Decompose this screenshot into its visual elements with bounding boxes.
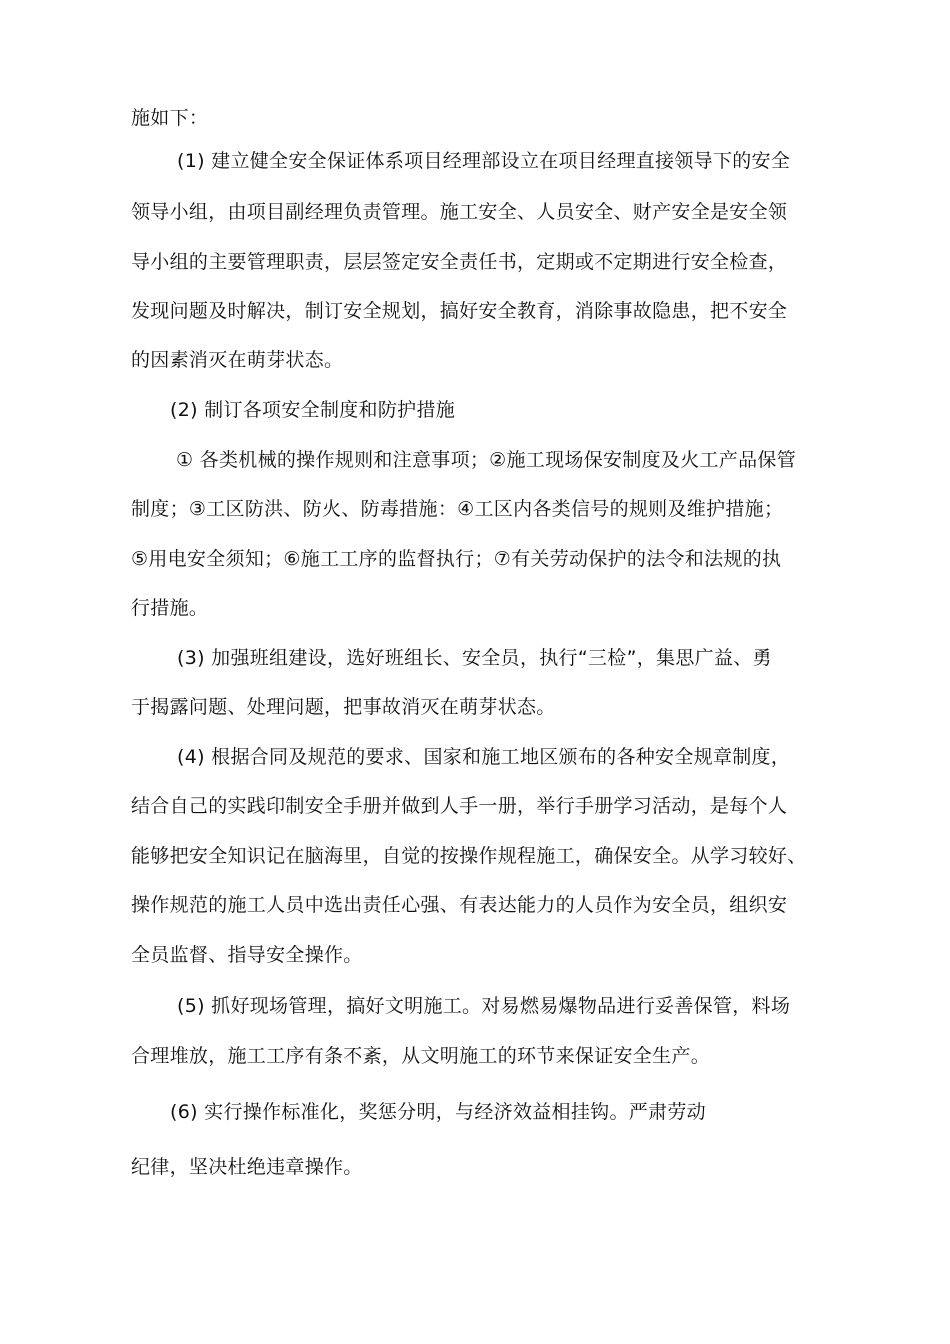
text-line: 合理堆放，施工工序有条不紊，从文明施工的环节来保证安全生产。 [131, 1045, 711, 1067]
text-line: 施如下： [131, 107, 209, 129]
text-line: (2) 制订各项安全制度和防护措施 [170, 399, 456, 421]
text-line: 全员监督、指导安全操作。 [131, 944, 363, 966]
text-line: 导小组的主要管理职责，层层签定安全责任书，定期或不定期进行安全检查， [131, 251, 788, 273]
text-line: 发现问题及时解决，制订安全规划，搞好安全教育，消除事故隐患，把不安全 [131, 300, 788, 322]
text-line: 能够把安全知识记在脑海里，自觉的按操作规程施工，确保安全。从学习较好、 [131, 845, 807, 867]
text-line: 制度；③工区防洪、防火、防毒措施：④工区内各类信号的规则及维护措施； [131, 498, 784, 520]
text-line: (1) 建立健全安全保证体系项目经理部设立在项目经理直接领导下的安全 [177, 150, 791, 172]
text-line: (3) 加强班组建设，选好班组长、安全员，执行“三检”，集思广益、勇 [177, 647, 772, 669]
text-line: 结合自己的实践印制安全手册并做到人手一册，举行手册学习活动，是每个人 [131, 795, 788, 817]
text-line: 于揭露问题、处理问题，把事故消灭在萌芽状态。 [131, 696, 556, 718]
text-line: ⑤用电安全须知；⑥施工工序的监督执行；⑦有关劳动保护的法令和法规的执 [131, 548, 782, 570]
text-line: ① 各类机械的操作规则和注意事项；②施工现场保安制度及火工产品保管 [176, 449, 797, 471]
text-line: (5) 抓好现场管理，搞好文明施工。对易燃易爆物品进行妥善保管，料场 [177, 995, 791, 1017]
text-line: 纪律，坚决杜绝违章操作。 [131, 1156, 363, 1178]
text-line: 操作规范的施工人员中选出责任心强、有表达能力的人员作为安全员，组织安 [131, 894, 788, 916]
text-line: 的因素消灭在萌芽状态。 [131, 349, 344, 371]
text-line: (4) 根据合同及规范的要求、国家和施工地区颁布的各种安全规章制度， [177, 746, 791, 768]
text-line: 领导小组，由项目副经理负责管理。施工安全、人员安全、财产安全是安全领 [131, 201, 788, 223]
text-line: 行措施。 [131, 597, 209, 619]
text-line: (6) 实行操作标准化，奖惩分明，与经济效益相挂钩。严肃劳动 [170, 1101, 706, 1123]
